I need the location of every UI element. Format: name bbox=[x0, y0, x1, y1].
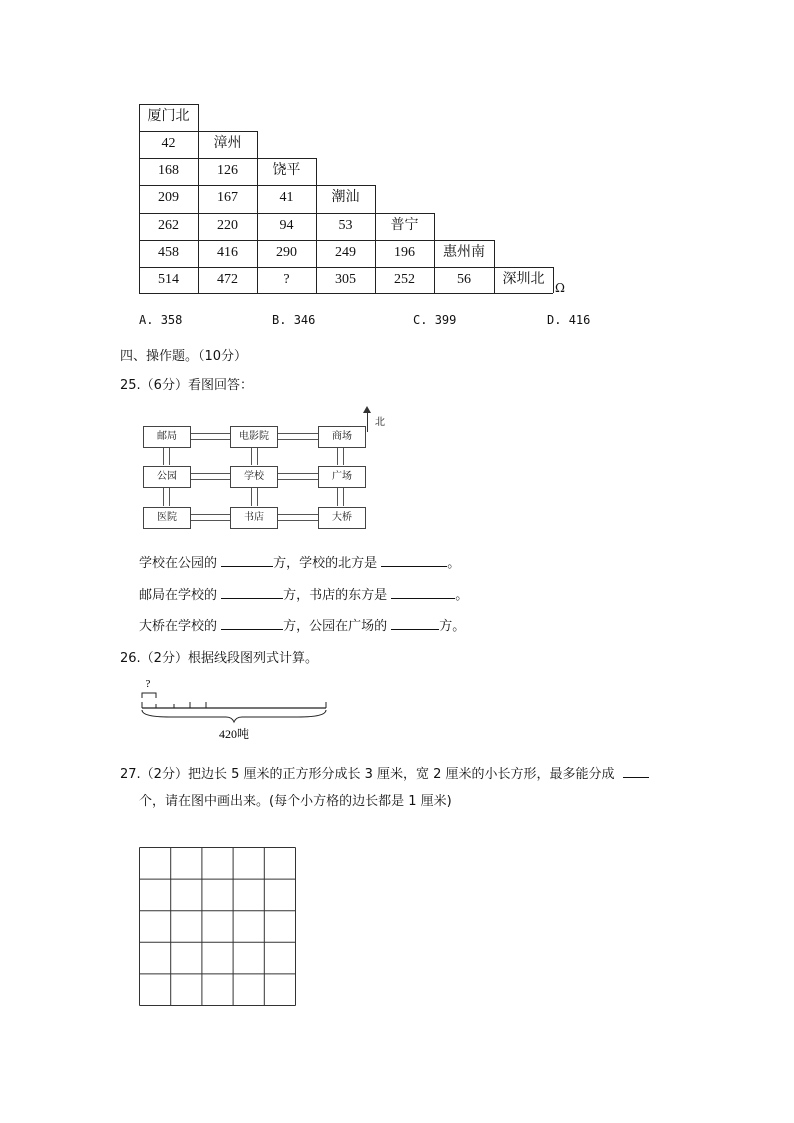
distance-cell: 458 bbox=[158, 245, 179, 260]
station-name-cell: 厦门北 bbox=[147, 109, 190, 124]
distance-cell: 42 bbox=[161, 136, 176, 151]
place-cinema: 电影院 bbox=[230, 426, 278, 448]
square-grid[interactable] bbox=[139, 847, 297, 1007]
distance-cell: 252 bbox=[394, 272, 415, 287]
segment-diagram bbox=[130, 674, 350, 744]
segment-question-mark: ? bbox=[145, 678, 151, 690]
q27-line-1: 27.（2分）把边长 5 厘米的正方形分成长 3 厘米，宽 2 厘米的小长方形，最多能分成 bbox=[120, 763, 649, 782]
answer-blank[interactable] bbox=[391, 617, 439, 630]
distance-cell: 305 bbox=[335, 272, 356, 287]
north-label: 北 bbox=[375, 417, 385, 428]
distance-cell: 209 bbox=[158, 190, 179, 205]
distance-cell: 168 bbox=[158, 163, 179, 178]
q27-line-2: 个，请在图中画出来。(每个小方格的边长都是 1 厘米) bbox=[139, 794, 452, 809]
distance-cell: 262 bbox=[158, 218, 179, 233]
north-arrow-icon bbox=[367, 410, 368, 432]
station-name-cell: 惠州南 bbox=[443, 245, 485, 260]
distance-cell: 290 bbox=[276, 245, 297, 260]
place-bridge: 大桥 bbox=[318, 507, 366, 529]
distance-cell: 41 bbox=[279, 190, 294, 205]
q25-line-1: 学校在公园的 方，学校的北方是 。 bbox=[139, 556, 461, 571]
place-square: 广场 bbox=[318, 466, 366, 488]
station-name-cell: 深圳北 bbox=[502, 272, 545, 287]
station-name-cell: 饶平 bbox=[272, 163, 301, 178]
distance-cell: 472 bbox=[217, 272, 238, 287]
place-hospital: 医院 bbox=[143, 507, 191, 529]
station-name-cell: 普宁 bbox=[390, 218, 419, 233]
option-c[interactable]: C. 399 bbox=[413, 313, 457, 327]
distance-cell: 514 bbox=[158, 272, 179, 287]
q26-header: 26.（2分）根据线段图列式计算。 bbox=[120, 651, 318, 666]
distance-cell: 56 bbox=[457, 272, 471, 287]
answer-blank[interactable] bbox=[221, 554, 273, 567]
segment-total-label: 420吨 bbox=[218, 727, 250, 741]
distance-cell: ? bbox=[283, 272, 290, 287]
place-school: 学校 bbox=[230, 466, 278, 488]
option-b[interactable]: B. 346 bbox=[272, 313, 316, 327]
place-bookstore: 书店 bbox=[230, 507, 278, 529]
distance-cell: 249 bbox=[335, 245, 356, 260]
answer-blank[interactable] bbox=[221, 617, 283, 630]
place-mall: 商场 bbox=[318, 426, 366, 448]
distance-cell: 94 bbox=[279, 218, 294, 233]
distance-cell: 416 bbox=[217, 245, 238, 260]
station-name-cell: 潮汕 bbox=[331, 190, 360, 205]
answer-blank[interactable] bbox=[391, 586, 455, 599]
distance-cell: 126 bbox=[217, 163, 238, 178]
place-park: 公园 bbox=[143, 466, 191, 488]
distance-cell: 53 bbox=[338, 218, 353, 233]
q25-header: 25.（6分）看图回答： bbox=[120, 378, 253, 393]
q25-line-2: 邮局在学校的 方，书店的东方是 。 bbox=[139, 588, 469, 603]
answer-blank[interactable] bbox=[221, 586, 283, 599]
distance-cell: 167 bbox=[217, 190, 238, 205]
distance-cell: 220 bbox=[217, 218, 238, 233]
distance-cell: 196 bbox=[394, 245, 415, 260]
station-name-cell: 漳州 bbox=[213, 136, 242, 151]
option-a[interactable]: A. 358 bbox=[139, 313, 183, 327]
option-d[interactable]: D. 416 bbox=[547, 313, 591, 327]
place-post-office: 邮局 bbox=[143, 426, 191, 448]
section-title: 四、操作题。（10分） bbox=[120, 349, 248, 364]
q25-line-3: 大桥在学校的 方，公园在广场的 方。 bbox=[139, 619, 466, 634]
distance-table bbox=[0, 0, 794, 300]
answer-blank[interactable] bbox=[623, 765, 649, 778]
trailing-mark: Ω bbox=[555, 281, 565, 295]
answer-blank[interactable] bbox=[381, 554, 447, 567]
